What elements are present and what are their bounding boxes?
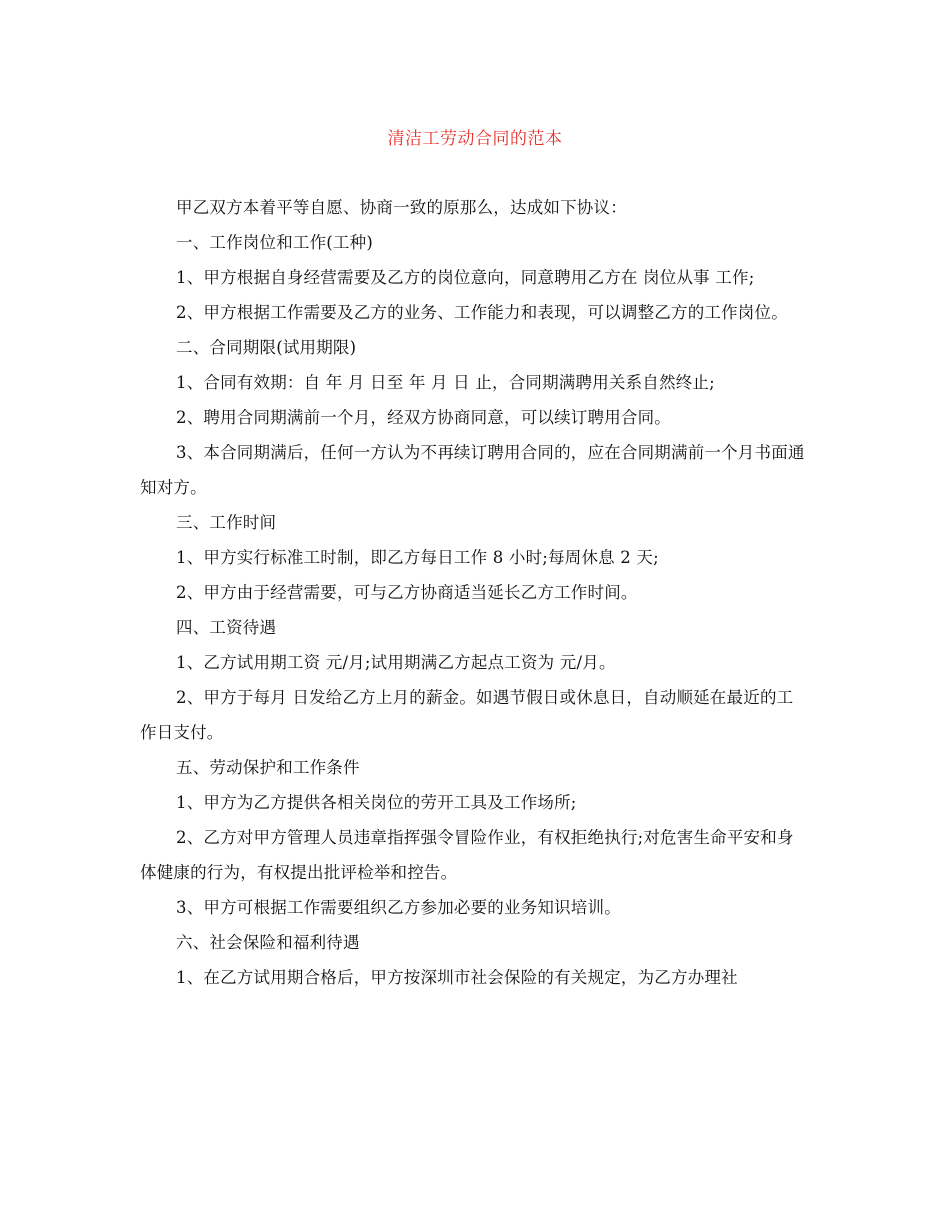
section-heading-4: 四、工资待遇 (176, 618, 277, 637)
clause-1-1: 1、甲方根据自身经营需要及乙方的岗位意向，同意聘用乙方在 岗位从事 工作; (176, 268, 755, 287)
document-body (140, 190, 808, 995)
paragraph-intro: 甲乙双方本着平等自愿、协商一致的原那么，达成如下协议： (176, 198, 627, 217)
clause-5-1: 1、甲方为乙方提供各相关岗位的劳开工具及工作场所; (176, 793, 577, 812)
clause-5-3: 3、甲方可根据工作需要组织乙方参加必要的业务知识培训。 (176, 898, 621, 917)
section-heading-1: 一、工作岗位和工作(工种) (176, 233, 373, 252)
clause-1-2: 2、甲方根据工作需要及乙方的业务、工作能力和表现，可以调整乙方的工作岗位。 (176, 303, 788, 322)
section-heading-6: 六、社会保险和福利待遇 (176, 933, 360, 952)
clause-3-1: 1、甲方实行标准工时制，即乙方每日工作 8 小时;每周休息 2 天; (176, 548, 659, 567)
clause-2-3: 3、本合同期满后，任何一方认为不再续订聘用合同的，应在合同期满前一个月书面通知对方。 (140, 443, 805, 497)
document-title: 清洁工劳动合同的范本 (387, 129, 563, 149)
clause-3-2: 2、甲方由于经营需要，可与乙方协商适当延长乙方工作时间。 (176, 583, 638, 602)
clause-2-2: 2、聘用合同期满前一个月，经双方协商同意，可以续订聘用合同。 (176, 408, 671, 427)
clause-5-2: 2、乙方对甲方管理人员违章指挥强令冒险作业，有权拒绝执行;对危害生命平安和身体健康的行为，有权提出批评检举和控告。 (140, 828, 794, 882)
section-heading-2: 二、合同期限(试用期限) (176, 338, 357, 357)
clause-4-2: 2、甲方于每月 日发给乙方上月的薪金。如遇节假日或休息日，自动顺延在最近的工作日支付。 (140, 688, 794, 742)
section-heading-3: 三、工作时间 (176, 513, 277, 532)
clause-2-1: 1、合同有效期：自 年 月 日至 年 月 日 止，合同期满聘用关系自然终止; (176, 373, 715, 392)
section-heading-5: 五、劳动保护和工作条件 (176, 758, 360, 777)
clause-6-1: 1、在乙方试用期合格后，甲方按深圳市社会保险的有关规定，为乙方办理社 (176, 968, 738, 987)
clause-4-1: 1、乙方试用期工资 元/月;试用期满乙方起点工资为 元/月。 (176, 653, 616, 672)
